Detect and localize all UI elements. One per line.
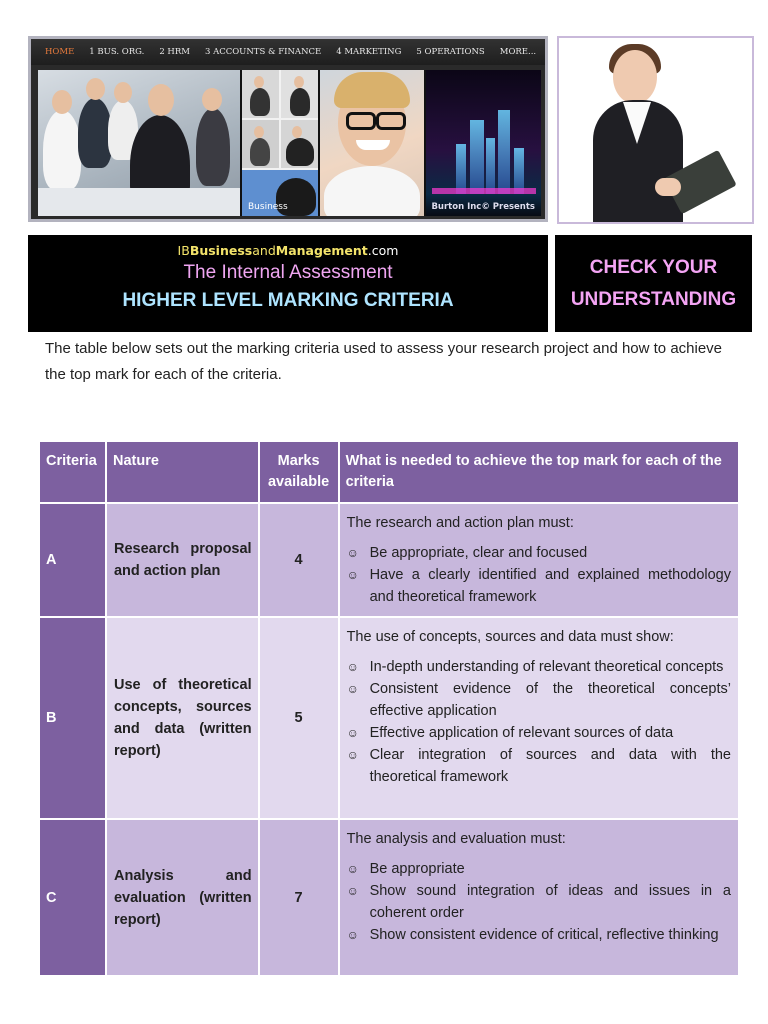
- title-marking-criteria: HIGHER LEVEL MARKING CRITERIA: [122, 290, 454, 311]
- check-line-2: UNDERSTANDING: [570, 288, 737, 310]
- nav-item-bus-org[interactable]: 1 BUS. ORG.: [89, 47, 145, 57]
- list-item: ☺ Show consistent evidence of critical, reflective thinking: [347, 924, 731, 946]
- list-item: ☺ Be appropriate, clear and focused: [347, 542, 731, 564]
- nav-item-hrm[interactable]: 2 HRM: [159, 47, 190, 57]
- requirements-list: [347, 656, 731, 788]
- city-skyline-night-photo: [426, 70, 541, 216]
- header-criteria: Criteria: [39, 441, 106, 503]
- list-item: ☺ Show sound integration of ideas and issues in a coherent order: [347, 880, 731, 924]
- label-burton-presents: Burton Inc© Presents: [431, 202, 535, 212]
- smiley-bullet-icon: ☺: [346, 928, 359, 942]
- criteria-marks: 4: [259, 503, 339, 617]
- table-row: [39, 503, 739, 617]
- business-team-photo: [38, 70, 240, 216]
- header-banner: [28, 36, 548, 222]
- criteria-letter: C: [39, 819, 106, 976]
- nav-item-marketing[interactable]: 4 MARKETING: [336, 47, 402, 57]
- criteria-requirements: [339, 503, 739, 617]
- list-item: ☺ Consistent evidence of the theoretical concepts’ effective application: [347, 678, 731, 722]
- banner-photo-collage: [38, 70, 541, 216]
- label-business: Business: [248, 202, 288, 212]
- nav-item-home[interactable]: HOME: [45, 47, 75, 57]
- requirements-lead: The use of concepts, sources and data must show:: [346, 629, 674, 645]
- nav-item-more[interactable]: MORE...: [499, 47, 537, 57]
- list-item: ☺ In-depth understanding of relevant theoretical concepts: [347, 656, 731, 678]
- smiley-bullet-icon: ☺: [346, 660, 359, 674]
- intro-paragraph: The table below sets out the marking criteria used to assess your research project and how to achieve the top mark for each of the criteria.: [45, 340, 723, 383]
- smiling-woman-glasses-photo: [320, 70, 424, 216]
- smiley-bullet-icon: ☺: [346, 884, 359, 898]
- table-row: [39, 617, 739, 819]
- criteria-nature: Analysis and evaluation (written report): [106, 819, 259, 976]
- smiley-bullet-icon: ☺: [346, 682, 359, 696]
- criteria-nature: Research proposal and action plan: [106, 503, 259, 617]
- criteria-nature: Use of theoretical concepts, sources and data (written report): [106, 617, 259, 819]
- nav-item-operations[interactable]: 5 OPERATIONS: [416, 47, 485, 57]
- smiley-bullet-icon: ☺: [346, 568, 359, 582]
- site-url[interactable]: IBBusinessandManagement.com: [177, 243, 399, 258]
- smiley-bullet-icon: ☺: [346, 748, 359, 762]
- list-item: ☺ Clear integration of sources and data with the theoretical framework: [347, 744, 731, 788]
- businesswoman-clipboard-photo: [557, 36, 754, 224]
- list-item: ☺ Have a clearly identified and explained methodology and theoretical framework: [347, 564, 731, 608]
- check-understanding-panel: [555, 235, 752, 332]
- smiley-bullet-icon: ☺: [346, 726, 359, 740]
- criteria-requirements: [339, 617, 739, 819]
- requirements-list: [347, 858, 731, 946]
- criteria-letter: B: [39, 617, 106, 819]
- list-item: ☺ Effective application of relevant sources of data: [347, 722, 731, 744]
- criteria-marks: 5: [259, 617, 339, 819]
- title-panel: [28, 235, 548, 332]
- business-people-grid-photo: [242, 70, 318, 216]
- criteria-requirements: [339, 819, 739, 976]
- header-needed: What is needed to achieve the top mark for each of the criteria: [339, 441, 739, 503]
- header-nature: Nature: [106, 441, 259, 503]
- table-header-row: [39, 441, 739, 503]
- requirements-lead: The analysis and evaluation must:: [346, 831, 566, 847]
- criteria-letter: A: [39, 503, 106, 617]
- smiley-bullet-icon: ☺: [346, 862, 359, 876]
- check-line-1: CHECK YOUR: [589, 256, 718, 278]
- criteria-marks: 7: [259, 819, 339, 976]
- list-item: ☺ Be appropriate: [347, 858, 731, 880]
- header-marks: Marks available: [259, 441, 339, 503]
- smiley-bullet-icon: ☺: [346, 546, 359, 560]
- marking-criteria-table: [38, 440, 740, 977]
- requirements-list: [347, 542, 731, 608]
- nav-item-accounts-finance[interactable]: 3 ACCOUNTS & FINANCE: [204, 47, 322, 57]
- top-navigation: [31, 39, 545, 65]
- table-row: [39, 819, 739, 976]
- requirements-lead: The research and action plan must:: [346, 515, 574, 531]
- title-internal-assessment: The Internal Assessment: [183, 262, 393, 283]
